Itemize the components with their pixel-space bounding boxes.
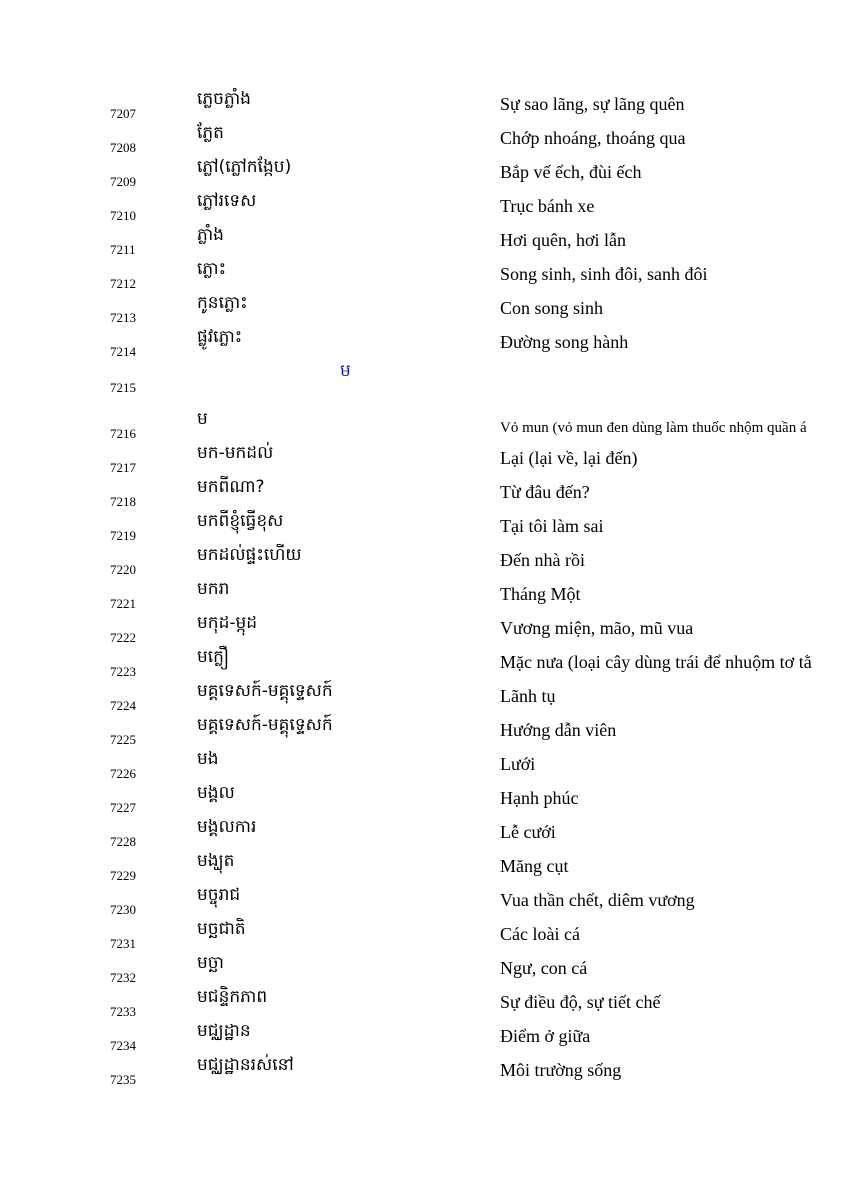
entry-number: 7211: [110, 242, 136, 257]
entry-number: 7210: [110, 208, 136, 223]
khmer-term: ផ្លូវភ្លោះ: [197, 327, 243, 347]
vietnamese-definition: Vương miện, mão, mũ vua: [500, 618, 694, 638]
entry-number: 7224: [110, 698, 136, 713]
dictionary-entry: [0, 511, 848, 554]
khmer-term: មជ្ឈដ្ឋាន: [197, 1021, 251, 1041]
vietnamese-definition: Bắp vế ếch, đùi ếch: [500, 162, 642, 182]
khmer-term: មកពីខ្ញុំធ្វើខុស: [197, 511, 284, 531]
entry-number: 7222: [110, 630, 136, 645]
entry-number: 7223: [110, 664, 136, 679]
vietnamese-definition: Con song sinh: [500, 298, 604, 318]
khmer-term: ភ្លោះ: [197, 259, 227, 279]
khmer-term: មច្ឆា: [197, 953, 224, 973]
dictionary-entry: [0, 987, 848, 1030]
vietnamese-definition: Sự sao lãng, sự lãng quên: [500, 94, 685, 114]
entry-number: 7227: [110, 800, 136, 815]
vietnamese-definition: Từ đâu đến?: [500, 482, 590, 502]
khmer-term: មកុដ-ម្កុដ: [197, 613, 258, 633]
entry-number: 7233: [110, 1004, 136, 1019]
vietnamese-definition: Chớp nhoáng, thoáng qua: [500, 128, 686, 148]
dictionary-entry: [0, 157, 848, 200]
vietnamese-definition: Vua thần chết, diêm vương: [500, 890, 695, 910]
vietnamese-definition: Môi trường sống: [500, 1060, 622, 1080]
entry-number: 7229: [110, 868, 136, 883]
vietnamese-definition: Các loài cá: [500, 924, 580, 944]
vietnamese-definition: Song sinh, sinh đôi, sanh đôi: [500, 264, 708, 284]
vietnamese-definition: Sự điều độ, sự tiết chế: [500, 992, 661, 1012]
khmer-term: មជន្ទិកភាព: [197, 987, 268, 1007]
dictionary-entry: [0, 259, 848, 302]
vietnamese-definition: Tháng Một: [500, 584, 581, 604]
dictionary-entry: [0, 681, 848, 724]
vietnamese-definition: Lãnh tụ: [500, 686, 556, 706]
dictionary-entry: [0, 1021, 848, 1064]
entry-number: 7213: [110, 310, 136, 325]
entry-number: 7235: [110, 1072, 136, 1087]
vietnamese-definition: Đến nhà rồi: [500, 550, 585, 570]
entry-number: 7234: [110, 1038, 136, 1053]
dictionary-entry: [0, 919, 848, 962]
khmer-term: ម: [197, 409, 208, 429]
entry-number: 7220: [110, 562, 136, 577]
dictionary-entry: [0, 749, 848, 792]
vietnamese-definition: Ngư, con cá: [500, 958, 588, 978]
dictionary-entry: [0, 715, 848, 758]
vietnamese-definition: Trục bánh xe: [500, 196, 595, 216]
dictionary-entry: [0, 579, 848, 622]
khmer-term: មករា: [197, 579, 230, 599]
dictionary-entry: [0, 443, 848, 486]
khmer-term: ភ្លាំង: [197, 225, 224, 245]
khmer-term: មក-មកដល់: [197, 443, 274, 463]
dictionary-entry: [0, 191, 848, 234]
vietnamese-definition: Hạnh phúc: [500, 788, 579, 808]
entry-number: 7231: [110, 936, 136, 951]
khmer-term: មង: [197, 749, 219, 769]
entry-number: 7208: [110, 140, 136, 155]
khmer-term: ភ្លែត: [197, 123, 224, 143]
vietnamese-definition: Đường song hành: [500, 332, 629, 352]
dictionary-entry: [0, 409, 848, 452]
dictionary-entry: [0, 885, 848, 928]
khmer-term: មង្គល: [197, 783, 235, 803]
entry-number: 7215: [110, 380, 136, 395]
entry-number: 7226: [110, 766, 136, 781]
entry-number: 7217: [110, 460, 136, 475]
vietnamese-definition: Hơi quên, hơi lẫn: [500, 230, 627, 250]
vietnamese-definition: Hướng dẫn viên: [500, 720, 617, 740]
khmer-term: មក្លឿ: [197, 647, 230, 667]
dictionary-entry: [0, 647, 848, 690]
entry-number: 7228: [110, 834, 136, 849]
dictionary-entry: [0, 545, 848, 588]
khmer-term: កូនភ្លោះ: [197, 293, 248, 313]
entry-number: 7230: [110, 902, 136, 917]
khmer-term: មគ្គទេសក៍-មគ្គុទ្ទេសក៍: [197, 681, 333, 701]
entry-number: 7212: [110, 276, 136, 291]
dictionary-entry: [0, 783, 848, 826]
entry-number: 7216: [110, 426, 136, 441]
vietnamese-definition: Tại tôi làm sai: [500, 516, 604, 536]
entry-number: 7225: [110, 732, 136, 747]
khmer-term: មជ្ឈដ្ឋានរស់នៅ: [197, 1055, 294, 1075]
section-letter-heading: ម: [340, 361, 351, 381]
entry-number: 7207: [110, 106, 136, 121]
dictionary-entry: [0, 817, 848, 860]
vietnamese-definition: Lại (lại về, lại đến): [500, 448, 638, 468]
vietnamese-definition: Lưới: [500, 754, 536, 774]
dictionary-entry: [0, 293, 848, 336]
vietnamese-definition: Mặc nưa (loại cây dùng trái để nhuộm tơ tằ: [500, 652, 812, 672]
khmer-term: មគ្គទេសក៍-មគ្គុទ្ទេសក៍: [197, 715, 333, 735]
khmer-term: មកពីណា?: [197, 477, 265, 497]
khmer-term: មច្ចុរាជ: [197, 885, 241, 905]
khmer-term: ភ្លេចភ្លាំង: [197, 89, 251, 109]
dictionary-entry: [0, 225, 848, 268]
vietnamese-definition: Vỏ mun (vỏ mun đen dùng làm thuốc nhộm quần á: [500, 420, 807, 436]
vietnamese-definition: Lễ cưới: [500, 822, 556, 842]
dictionary-entry: [0, 327, 848, 370]
khmer-term: មង្ឃុត: [197, 851, 235, 871]
entry-number: 7209: [110, 174, 136, 189]
dictionary-entry: [0, 851, 848, 894]
dictionary-entry: [0, 89, 848, 132]
entry-number: 7221: [110, 596, 136, 611]
dictionary-entry: [0, 477, 848, 520]
khmer-term: មច្ឆជាតិ: [197, 919, 246, 939]
entry-number: 7214: [110, 344, 136, 359]
dictionary-entry: [0, 361, 848, 406]
khmer-term: មង្គលការ: [197, 817, 257, 837]
entry-number: 7232: [110, 970, 136, 985]
entry-number: 7219: [110, 528, 136, 543]
vietnamese-definition: Điểm ở giữa: [500, 1026, 591, 1046]
entry-number: 7218: [110, 494, 136, 509]
dictionary-entry: [0, 953, 848, 996]
dictionary-entry: [0, 123, 848, 166]
khmer-term: ភ្លៅ(ភ្លៅកង្កែប): [197, 157, 292, 177]
khmer-term: ភ្លៅរទេស: [197, 191, 257, 211]
vietnamese-definition: Măng cụt: [500, 856, 569, 876]
dictionary-entry: [0, 1055, 848, 1098]
khmer-term: មកដល់ផ្ទះហើយ: [197, 545, 302, 565]
